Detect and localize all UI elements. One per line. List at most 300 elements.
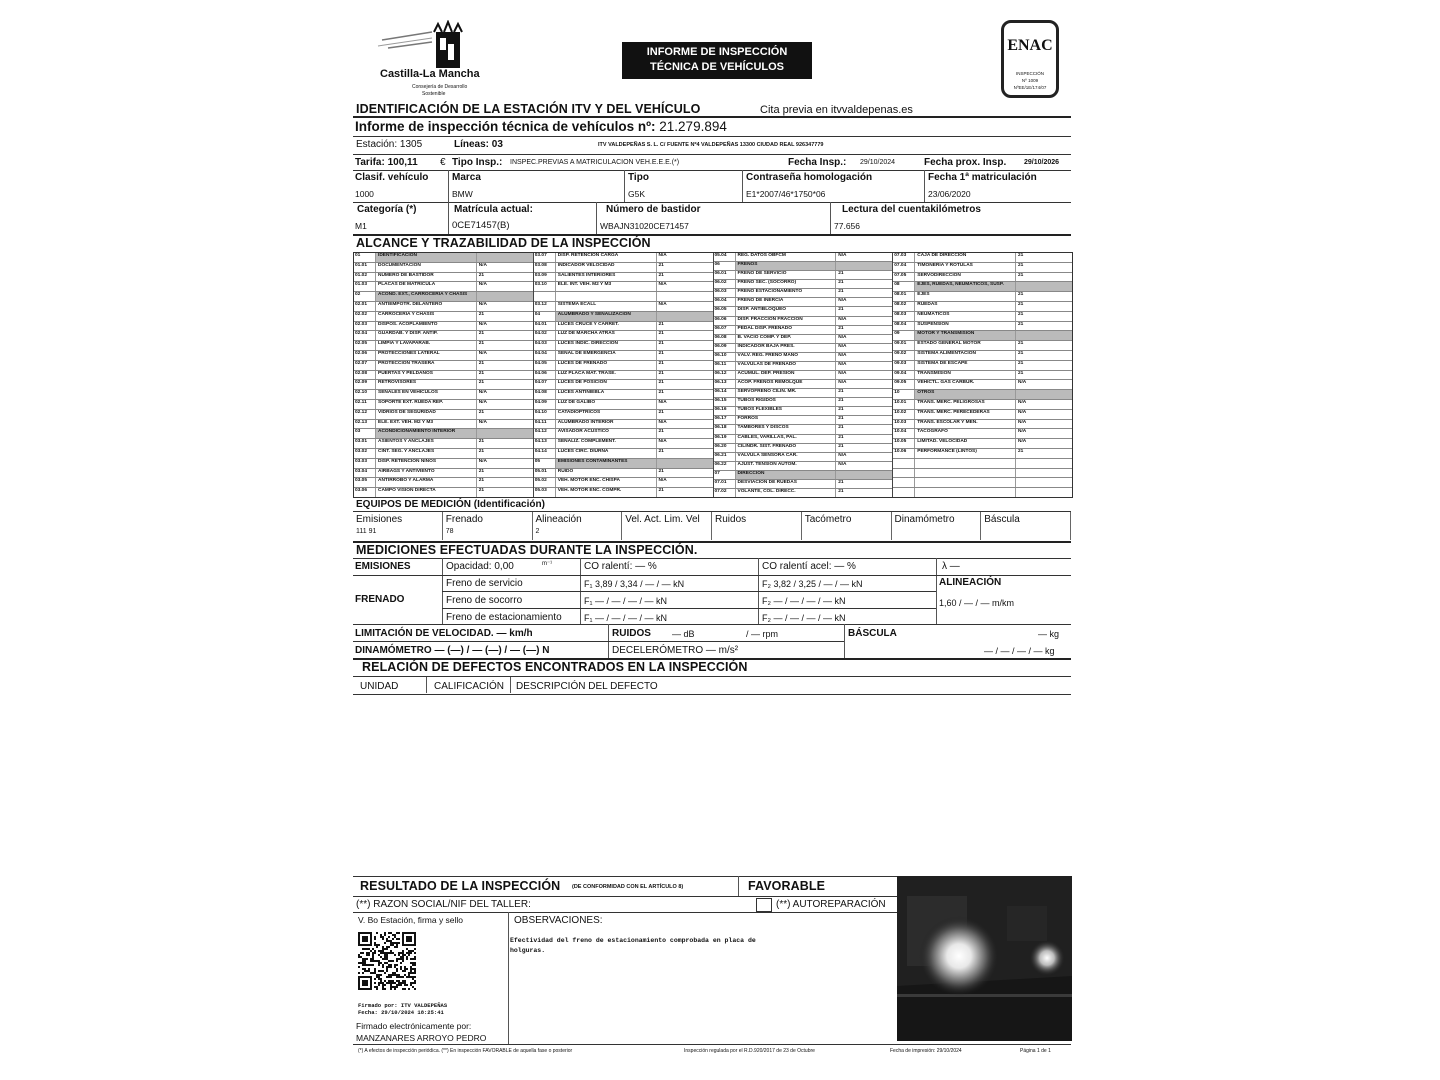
scope-row <box>534 292 713 302</box>
scale-values: — / — / — / — kg <box>984 646 1055 656</box>
identification-title: IDENTIFICACIÓN DE LA ESTACIÓN ITV Y DEL VEHÍCULO <box>356 102 701 116</box>
scope-result: N/A <box>1018 429 1027 435</box>
speed-limit: LIMITACIÓN DE VELOCIDAD. — km/h <box>355 628 533 639</box>
scope-code: 02 <box>354 292 376 301</box>
scope-result: 21 <box>658 448 664 454</box>
divider <box>624 170 625 202</box>
scope-code: 06.11 <box>714 362 736 370</box>
scope-code: 02.13 <box>354 420 376 429</box>
scope-result: 21 <box>838 416 844 422</box>
scale-unit: — kg <box>1038 629 1060 639</box>
scope-code: 02.02 <box>354 312 376 321</box>
scope-code: 06.05 <box>714 307 736 315</box>
scope-code: 04.06 <box>534 371 556 380</box>
divider <box>830 202 831 234</box>
scope-result: 21 <box>838 325 844 331</box>
decelerometer: DECELERÓMETRO — m/s² <box>612 645 739 656</box>
scope-code: 05 <box>534 459 556 468</box>
scope-result: N/A <box>838 316 847 322</box>
scope-result <box>1016 469 1072 478</box>
scope-row <box>714 362 893 371</box>
scope-result: 21 <box>1018 311 1024 317</box>
scope-row <box>534 390 713 400</box>
emergency-brake-label: Freno de socorro <box>446 595 523 606</box>
scope-item: TUBOS RÍGIDOS <box>736 398 837 406</box>
station: Estación: 1305 <box>356 139 423 150</box>
signer-name: MANZANARES ARROYO PEDRO <box>356 1033 487 1043</box>
equipment-cell <box>622 512 712 540</box>
scope-item: FRENOS <box>736 262 837 270</box>
scope-row <box>354 371 533 381</box>
divider <box>844 624 845 658</box>
scope-result: N/A <box>1018 399 1027 405</box>
scope-item: VÁLVULAS DE FRENADO <box>736 362 837 370</box>
scope-result <box>836 262 892 270</box>
scope-item: EMISIONES CONTAMINANTES <box>556 459 657 468</box>
scope-row <box>714 307 893 316</box>
scope-row <box>354 420 533 430</box>
scope-table <box>353 252 1073 498</box>
region-sub2: Sostenible <box>422 91 446 97</box>
scope-result: 21 <box>658 370 664 376</box>
equipment-label: Alineación <box>535 514 582 525</box>
scope-code: 03.10 <box>534 282 556 291</box>
scope-result: N/A <box>478 301 488 307</box>
scope-result: 21 <box>838 407 844 413</box>
scope-code: 04.08 <box>534 390 556 399</box>
scope-code: 02.09 <box>354 380 376 389</box>
scope-code <box>893 459 915 468</box>
scope-item: RUEDAS <box>915 302 1016 311</box>
scope-item: TRANSMISIÓN <box>915 371 1016 380</box>
scope-result: N/A <box>1018 380 1027 386</box>
divider <box>924 170 925 202</box>
scope-code: 02.10 <box>354 390 376 399</box>
scope-code: 04.12 <box>534 429 556 438</box>
scope-row <box>354 263 533 273</box>
scope-result: 21 <box>658 350 664 356</box>
scope-code: 09.01 <box>893 341 915 350</box>
divider <box>738 876 739 896</box>
scope-code: 02.03 <box>354 322 376 331</box>
divider <box>596 202 597 234</box>
lambda: λ — <box>942 561 960 572</box>
scope-result: N/A <box>838 343 847 349</box>
scope-item: OTROS <box>915 390 1016 399</box>
scope-result: 21 <box>658 429 664 435</box>
scope-code: 03.01 <box>354 439 376 448</box>
scope-item: DISP. ANTIBLOQUEO <box>736 307 837 315</box>
plate-label: Matrícula actual: <box>454 204 533 215</box>
scope-item: PEDAL DISP. FRENADO <box>736 326 837 334</box>
scope-row <box>893 263 1072 273</box>
scope-result: 21 <box>658 390 664 396</box>
scope-result: 21 <box>1018 360 1024 366</box>
observations-line1: Efectividad del freno de estacionamiento comprobada en placa de <box>510 937 756 944</box>
scope-code: 05.01 <box>534 469 556 478</box>
parking-brake-f1: F₁ — / — / — / — kN <box>584 613 668 623</box>
scope-code: 04 <box>534 312 556 321</box>
scope-item: PUERTAS Y PELDAÑOS <box>376 371 477 380</box>
scope-code: 08 <box>893 282 915 291</box>
scope-code: 06.21 <box>714 453 736 461</box>
scope-item: ASIENTOS Y ANCLAJES <box>376 439 477 448</box>
scope-item: LUCES CRUCE Y CARRET. <box>556 322 657 331</box>
scope-item: ANTIEMPOTR. DELANTERO <box>376 302 477 311</box>
scope-row <box>534 478 713 488</box>
divider <box>510 677 511 693</box>
scope-result: 21 <box>838 398 844 404</box>
opacity-value: Opacidad: 0,00 <box>446 561 514 572</box>
scope-row <box>714 407 893 416</box>
equipment-cell <box>802 512 892 540</box>
scope-row <box>714 262 893 271</box>
scope-row <box>893 341 1072 351</box>
scope-row <box>893 371 1072 381</box>
scope-code: 05.02 <box>534 478 556 487</box>
scope-code: 10.05 <box>893 439 915 448</box>
scope-row <box>714 298 893 307</box>
tariff-unit: € <box>440 157 446 168</box>
scope-row <box>893 312 1072 322</box>
service-brake-label: Freno de servicio <box>446 578 523 589</box>
scope-result: 21 <box>658 331 664 337</box>
scope-item: LUZ DE MARCHA ATRÁS <box>556 331 657 340</box>
inspection-type-label: Tipo Insp.: <box>452 157 503 168</box>
scope-code: 10 <box>893 390 915 399</box>
region-sub1: Consejería de Desarrollo <box>412 84 468 90</box>
scope-row <box>714 389 893 398</box>
enac-sub2: Nº 1009 <box>1021 78 1039 83</box>
scope-code: 06.13 <box>714 380 736 388</box>
scope-row <box>354 351 533 361</box>
scope-row <box>893 322 1072 332</box>
scope-row <box>714 280 893 289</box>
scope-code: 06.06 <box>714 317 736 325</box>
scope-item: RETROVISORES <box>376 380 477 389</box>
scope-code: 05.03 <box>534 488 556 497</box>
scope-item: VEH. MOTOR ENC. CHISPA <box>556 478 657 487</box>
vehicle-photo <box>897 876 1072 1041</box>
scope-row <box>534 312 713 322</box>
scope-result: 21 <box>1018 262 1024 268</box>
scope-code: 09.04 <box>893 371 915 380</box>
scope-item: REG. DATOS OBFCM <box>736 253 837 261</box>
scope-row <box>354 273 533 283</box>
scope-code: 03.05 <box>354 478 376 487</box>
scope-item: ELE. EXT. VEH. M2 Y M3 <box>376 420 477 429</box>
scope-row <box>893 439 1072 449</box>
self-repair-checkbox[interactable] <box>756 898 772 912</box>
equipment-title: EQUIPOS DE MEDICIÓN (Identificación) <box>356 499 545 510</box>
scope-result: N/A <box>478 399 488 405</box>
homologation-label: Contraseña homologación <box>746 172 873 183</box>
scope-code: 03.07 <box>534 253 556 262</box>
scope-result: 21 <box>838 489 844 495</box>
footer-page: Página 1 de 1 <box>1020 1048 1051 1054</box>
scope-row <box>534 380 713 390</box>
document-title <box>622 42 812 79</box>
scope-code: 06.10 <box>714 353 736 361</box>
divider <box>442 608 936 609</box>
class-label: Clasif. vehículo <box>355 172 429 183</box>
scale-label: BÁSCULA <box>848 628 897 639</box>
scope-row <box>534 331 713 341</box>
scope-result: N/A <box>478 390 488 396</box>
scope-item: SISTEMA ALIMENTACIÓN <box>915 351 1016 360</box>
scope-item: LIMITAD. VELOCIDAD <box>915 439 1016 448</box>
scope-result: 21 <box>478 488 485 494</box>
scope-code: 03.09 <box>534 273 556 282</box>
scope-row <box>893 449 1072 459</box>
scope-row <box>714 271 893 280</box>
scope-result: N/A <box>478 262 488 268</box>
service-brake-f1: F₁ 3,89 / 3,34 / — / — kN <box>584 579 685 589</box>
equipment-cell <box>443 512 533 540</box>
scope-code: 10.01 <box>893 400 915 409</box>
scope-row <box>893 331 1072 341</box>
scope-item: FRENO SEC. (SOCORRO) <box>736 280 837 288</box>
scope-code: 09.02 <box>893 351 915 360</box>
scope-code: 07.05 <box>893 273 915 282</box>
scope-code: 03.12 <box>534 302 556 311</box>
scope-result <box>477 253 533 262</box>
region-name: Castilla-La Mancha <box>380 68 480 80</box>
scope-code: 01.03 <box>354 282 376 291</box>
scope-row <box>534 253 713 263</box>
alignment-label: ALINEACIÓN <box>939 577 1002 588</box>
scope-code: 07 <box>714 471 736 479</box>
divider <box>353 575 1071 576</box>
scope-row <box>714 317 893 326</box>
scope-code: 09.03 <box>893 361 915 370</box>
scope-row <box>893 469 1072 479</box>
scope-result: 21 <box>478 478 485 484</box>
scope-result <box>1016 459 1072 468</box>
scope-item: AIRBAGS Y ANTIVIENTO <box>376 469 477 478</box>
scope-result: 21 <box>1018 350 1024 356</box>
alignment-value: 1,60 / — / — m/km <box>939 598 1015 608</box>
scope-item: SEÑALIZ. COMPLEMENT. <box>556 439 657 448</box>
equipment-row <box>353 512 1071 540</box>
scope-item <box>915 488 1016 497</box>
scope-row <box>354 380 533 390</box>
enac-sub1: INSPECCIÓN <box>1015 71 1044 76</box>
scope-row <box>354 282 533 292</box>
scope-result: 21 <box>838 271 844 277</box>
scope-result: 21 <box>478 360 485 366</box>
scope-code: 02.08 <box>354 371 376 380</box>
scope-row <box>354 292 533 302</box>
opacity-unit: m⁻¹ <box>542 561 553 567</box>
scope-row <box>354 302 533 312</box>
scope-result: 21 <box>838 289 844 295</box>
scope-result: 21 <box>1018 370 1024 376</box>
scope-row <box>534 351 713 361</box>
divider <box>353 116 1071 118</box>
scope-item: PLACAS DE MATRÍCULA <box>376 282 477 291</box>
scope-result: 21 <box>478 331 485 337</box>
scope-item: CILINDR. SIST. FRENADO <box>736 444 837 452</box>
scope-row <box>354 400 533 410</box>
scope-row <box>893 459 1072 469</box>
scope-row <box>354 253 533 263</box>
scope-code: 03 <box>354 429 376 438</box>
scope-row <box>714 425 893 434</box>
scope-result: 21 <box>658 341 664 347</box>
scope-row <box>714 335 893 344</box>
scope-code: 06.09 <box>714 344 736 352</box>
scope-item: NÚMERO DE BASTIDOR <box>376 273 477 282</box>
scope-code: 07.02 <box>714 489 736 497</box>
scope-result: 21 <box>838 443 844 449</box>
scope-result: 21 <box>1018 272 1024 278</box>
scope-code: 04.13 <box>534 439 556 448</box>
scope-code: 06.17 <box>714 416 736 424</box>
divider <box>742 170 743 202</box>
scope-row <box>893 400 1072 410</box>
scope-code: 06.08 <box>714 335 736 343</box>
signature-block <box>358 1002 447 1016</box>
scope-row <box>893 273 1072 283</box>
signature-label: V. Bo Estación, firma y sello <box>358 915 464 925</box>
scope-code: 06.15 <box>714 398 736 406</box>
scope-row <box>714 471 893 480</box>
scope-item: FRENO DE SERVICIO <box>736 271 837 279</box>
scope-result <box>836 471 892 479</box>
scope-item: DISP. RETENCIÓN CARGA <box>556 253 657 262</box>
scope-row <box>714 489 893 497</box>
scope-title: ALCANCE Y TRAZABILIDAD DE LA INSPECCIÓN <box>356 236 651 250</box>
scope-result: N/A <box>838 298 847 304</box>
scope-item: SOPORTE EXT. RUEDA REP. <box>376 400 477 409</box>
scope-row <box>714 453 893 462</box>
scope-item: ALUMBRADO INTERIOR <box>556 420 657 429</box>
scope-item: MOTOR Y TRANSMISIÓN <box>915 331 1016 340</box>
scope-result: N/A <box>478 321 488 327</box>
equipment-value: 2 <box>535 528 540 535</box>
scope-code: 02.05 <box>354 341 376 350</box>
scope-item: VÁLVULA SENSORA CAR. <box>736 453 837 461</box>
scope-code: 04.09 <box>534 400 556 409</box>
scope-row <box>714 398 893 407</box>
scope-item: INDICADOR VELOCIDAD <box>556 263 657 272</box>
parking-brake-f2: F₂ — / — / — / — kN <box>762 613 846 623</box>
equipment-value: 111 91 <box>356 528 377 535</box>
scope-code: 06.18 <box>714 425 736 433</box>
report-number-row <box>355 119 727 134</box>
scope-result: N/A <box>478 458 488 464</box>
self-repair-label: (**) AUTOREPARACIÓN <box>776 899 886 910</box>
scope-result <box>477 292 533 301</box>
scope-item: TAMBORES Y DISCOS <box>736 425 837 433</box>
scope-code: 04.01 <box>534 322 556 331</box>
scope-result: N/A <box>1018 409 1027 415</box>
scope-code: 04.10 <box>534 410 556 419</box>
divider <box>448 170 449 202</box>
scope-code: 02.01 <box>354 302 376 311</box>
scope-item: LUCES ANTINIEBLA <box>556 390 657 399</box>
scope-item: SALIENTES INTERIORES <box>556 273 657 282</box>
scope-result: 21 <box>838 307 844 313</box>
scope-code: 07.04 <box>893 263 915 272</box>
scope-code: 06.01 <box>714 271 736 279</box>
scope-result: 21 <box>478 272 485 278</box>
first-registration-value: 23/06/2020 <box>928 189 971 199</box>
observations-line2: holguras. <box>510 947 546 954</box>
scope-result: 21 <box>658 321 664 327</box>
scope-row <box>354 439 533 449</box>
scope-row <box>714 416 893 425</box>
enac-label: ENAC <box>1007 37 1053 54</box>
scope-row <box>893 410 1072 420</box>
lines: Líneas: 03 <box>454 139 503 150</box>
scope-code: 06.16 <box>714 407 736 415</box>
inspection-date-label: Fecha Insp.: <box>788 157 847 168</box>
scope-code: 04.02 <box>534 331 556 340</box>
scope-code: 02.12 <box>354 410 376 419</box>
scope-code: 03.08 <box>534 263 556 272</box>
scope-row <box>893 390 1072 400</box>
scope-row <box>534 371 713 381</box>
scope-code: 06.20 <box>714 444 736 452</box>
scope-item: SERVOFRENO CILIN. MR. <box>736 389 837 397</box>
equipment-label: Frenado <box>445 514 483 525</box>
scope-item: CATADIÓPTRICOS <box>556 410 657 419</box>
vehicle-headlight-photo-icon <box>897 876 1072 1041</box>
scope-row <box>354 331 533 341</box>
scope-code: 04.03 <box>534 341 556 350</box>
scope-code: 02.11 <box>354 400 376 409</box>
scope-code: 06.07 <box>714 326 736 334</box>
scope-code: 08.03 <box>893 312 915 321</box>
scope-result <box>657 459 713 468</box>
defects-col-description: DESCRIPCIÓN DEL DEFECTO <box>516 681 658 692</box>
scope-item <box>556 292 657 301</box>
scope-item: SUSPENSIÓN <box>915 322 1016 331</box>
scope-item: CARROCERÍA Y CHASIS <box>376 312 477 321</box>
scope-item: ELE. INT. VEH. M2 Y M3 <box>556 282 657 291</box>
model-label: Tipo <box>628 172 649 183</box>
scope-result: 21 <box>658 488 664 494</box>
scope-row <box>714 253 893 262</box>
scope-item: TUBOS FLEXIBLES <box>736 407 837 415</box>
defects-col-unit: UNIDAD <box>360 681 399 692</box>
equipment-label: Vel. Act. Lim. Vel <box>625 514 700 525</box>
scope-item: SEÑALES EN VEHÍCULOS <box>376 390 477 399</box>
scope-item: DISPOS. ACOPLAMIENTO <box>376 322 477 331</box>
scope-item: LUCES DE FRENADO <box>556 361 657 370</box>
scope-item: SISTEMA DE ESCAPE <box>915 361 1016 370</box>
scope-row <box>714 380 893 389</box>
scope-code: 04.04 <box>534 351 556 360</box>
divider <box>353 641 844 642</box>
appointment-link[interactable]: Cita previa en itvvaldepenas.es <box>760 104 913 116</box>
qr-code-icon <box>358 932 416 990</box>
divider <box>353 896 897 897</box>
scope-row <box>534 302 713 312</box>
scope-item: AJUST. TENSIÓN AUTOM. <box>736 462 837 470</box>
scope-row <box>534 420 713 430</box>
scope-result: 21 <box>838 425 844 431</box>
scope-item: ALUMBRADO Y SEÑALIZACIÓN <box>556 312 657 321</box>
divider <box>353 202 1071 203</box>
scope-code: 06.22 <box>714 462 736 470</box>
scope-result: N/A <box>658 301 667 307</box>
report-number: 21.279.894 <box>659 119 727 134</box>
scope-code: 03.03 <box>354 459 376 468</box>
divider <box>426 677 427 693</box>
